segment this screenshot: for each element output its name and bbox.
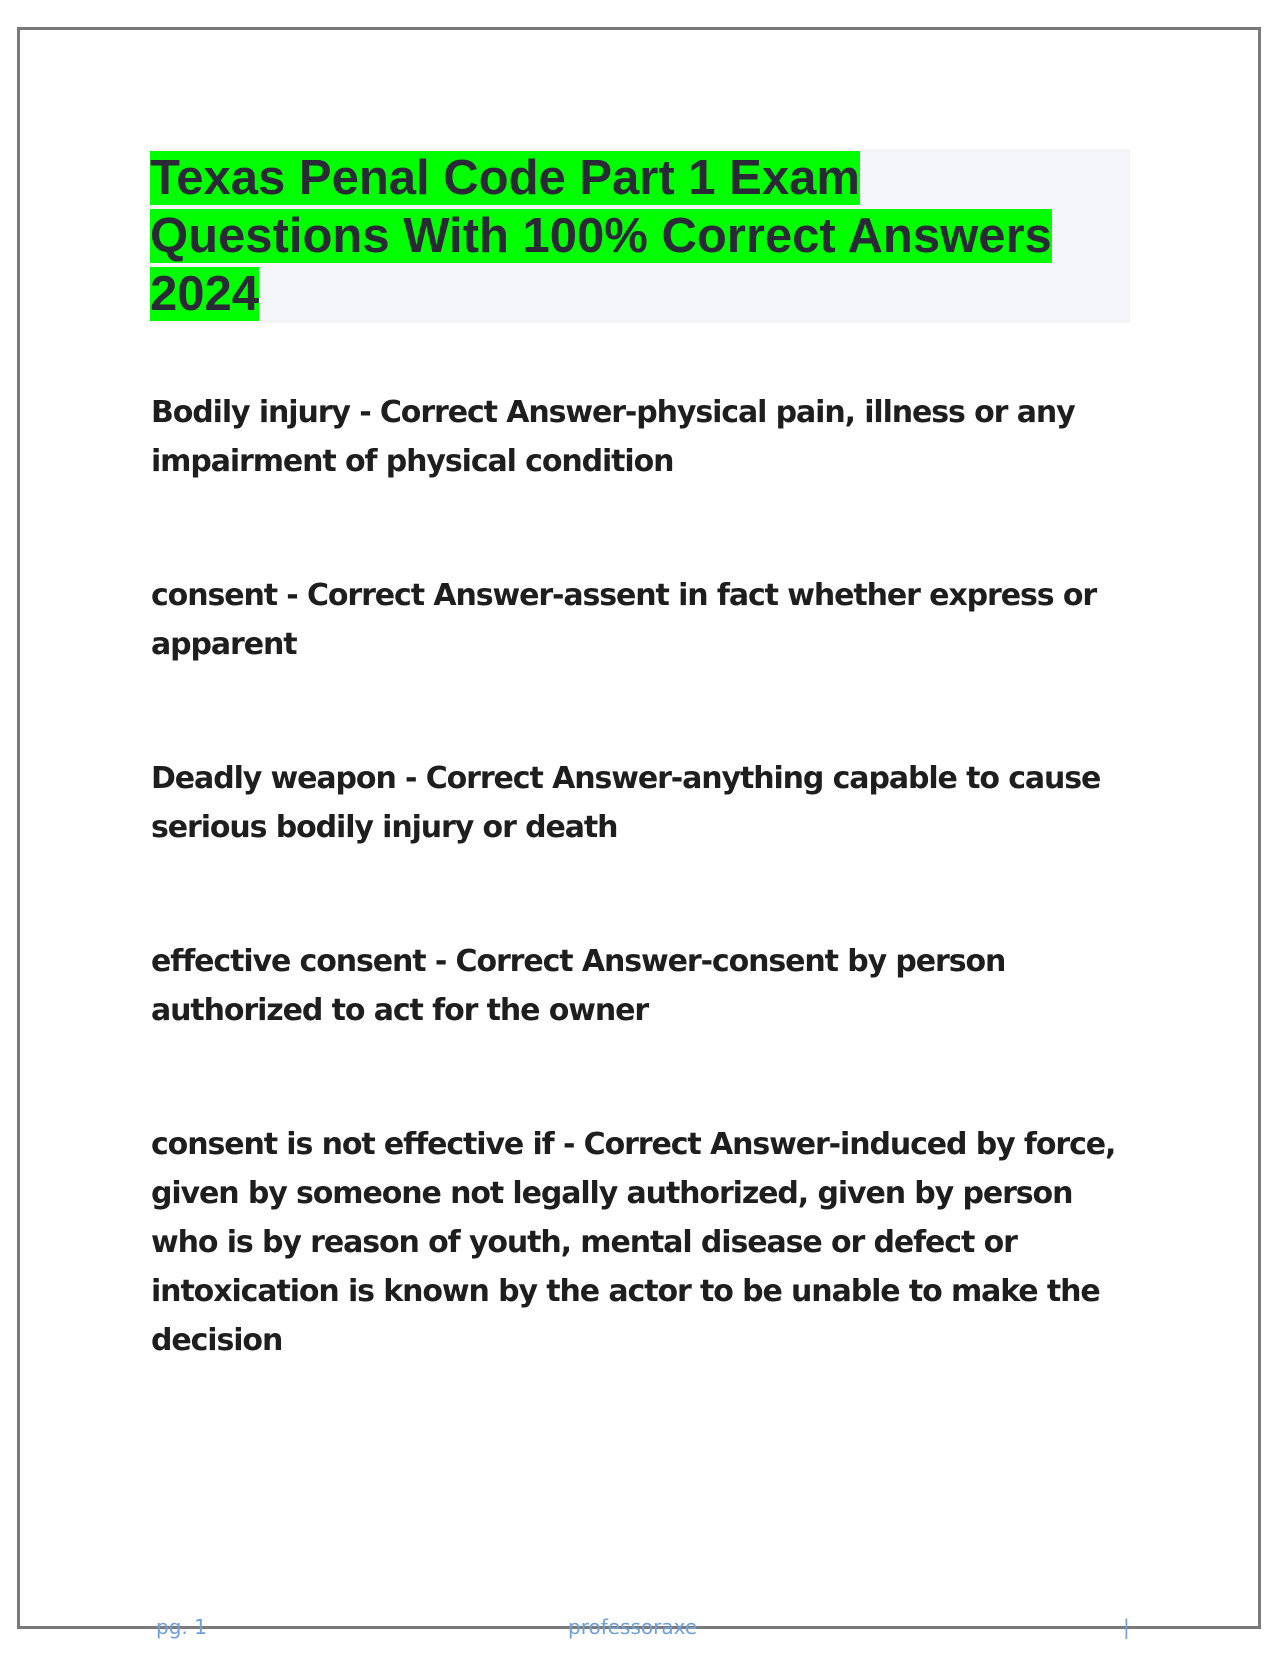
footer-author: professoraxe: [568, 1615, 698, 1639]
qa-item-consent-not-effective: consent is not effective if - Correct Answer-induced by force, given by someone not legally authorized, given by person who is by reason of youth, mental disease or defect or intoxication is known by the actor to be unable to make the decision: [151, 1127, 1116, 1358]
qa-list: [151, 388, 1141, 1450]
qa-item-bodily-injury: Bodily injury - Correct Answer-physical pain, illness or any impairment of physical condition: [151, 395, 1075, 479]
qa-item-consent: consent - Correct Answer-assent in fact whether express or apparent: [151, 578, 1097, 662]
footer-right-mark: |: [1123, 1615, 1130, 1639]
document-title: [150, 149, 1110, 323]
qa-item-effective-consent: effective consent - Correct Answer-consent by person authorized to act for the owner: [151, 944, 1006, 1028]
footer-page-number: pg. 1: [156, 1615, 207, 1639]
title-highlight: Texas Penal Code Part 1 Exam Questions With 100% Correct Answers 2024: [150, 151, 1052, 321]
qa-item-deadly-weapon: Deadly weapon - Correct Answer-anything capable to cause serious bodily injury or death: [151, 761, 1101, 845]
